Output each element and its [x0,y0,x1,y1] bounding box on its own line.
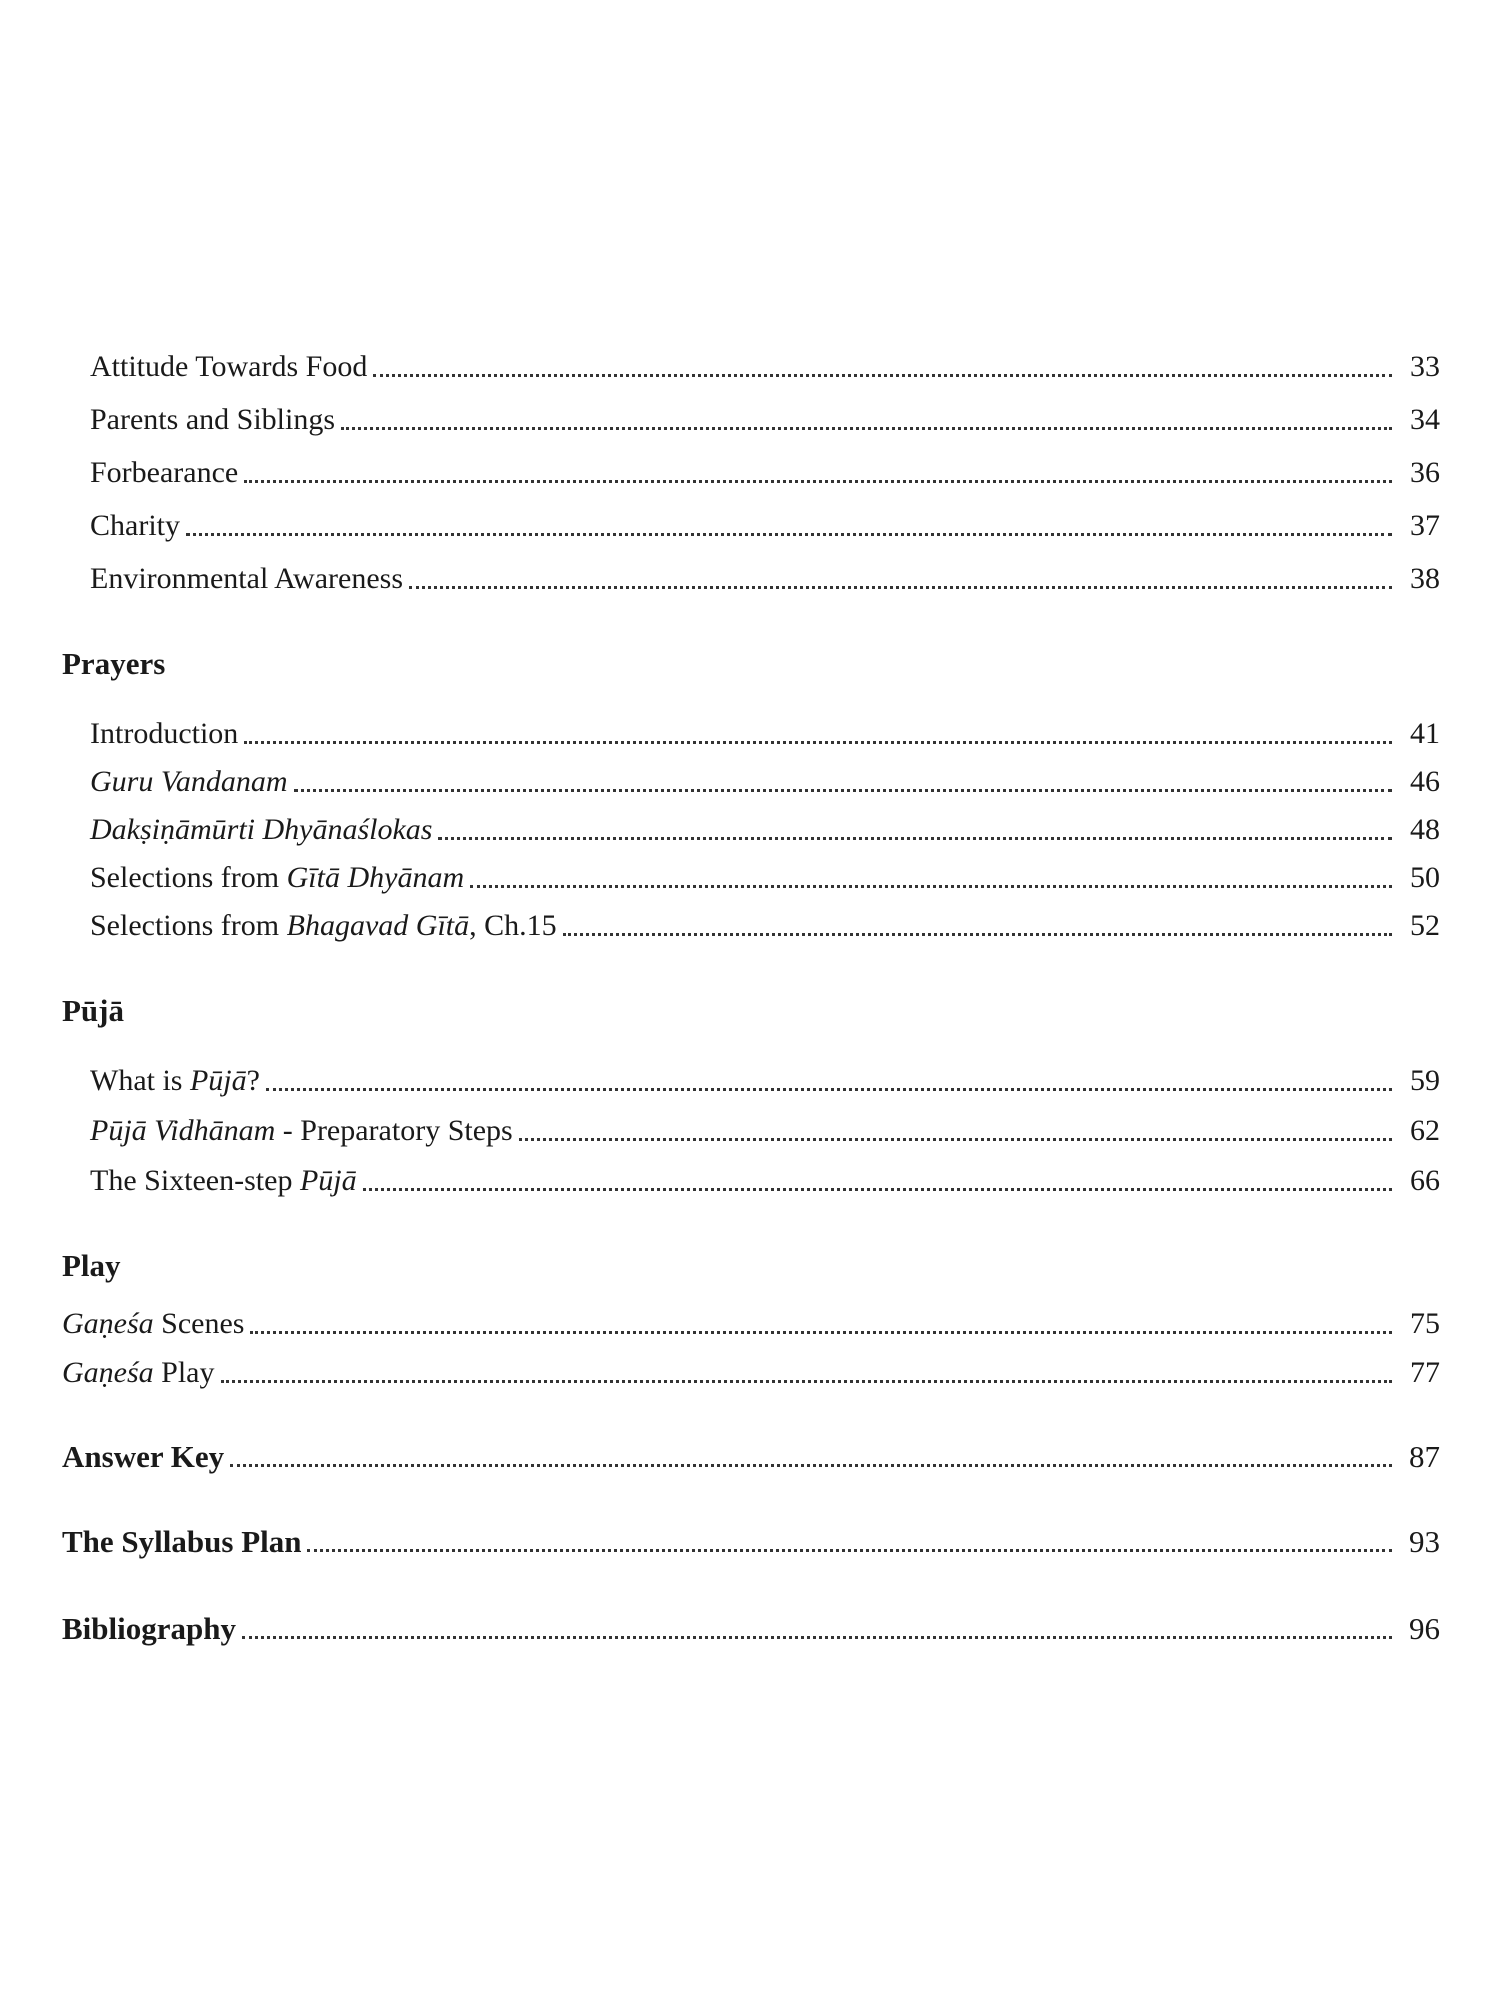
entry-title: Parents and Siblings [90,403,335,436]
page-number: 87 [1409,1439,1440,1474]
page-number: 96 [1409,1611,1440,1646]
toc-entry-bhagavad-gita[interactable] [90,897,1440,941]
toc-entry-puja-vidhanam[interactable] [90,1102,1440,1146]
section-heading-prayers: Prayers [62,646,166,681]
dot-leader [438,837,1392,840]
page-number: 59 [1410,1064,1440,1097]
toc-entry-introduction[interactable] [90,705,1440,749]
toc-entry-attitude-towards-food[interactable] [90,338,1440,382]
entry-title: Introduction [90,717,239,750]
dot-leader [470,885,1392,888]
entry-title: Answer Key [62,1439,225,1474]
page-number: 52 [1410,909,1440,942]
dot-leader [294,789,1392,792]
entry-title: Selections from Gītā Dhyānam [90,861,465,894]
entry-title: Guru Vandanam [90,765,288,798]
page-number: 50 [1410,861,1440,894]
page-number: 34 [1410,403,1440,436]
section-heading-play: Play [62,1248,121,1283]
dot-leader [266,1088,1392,1091]
page-number: 77 [1410,1356,1440,1389]
section-heading-puja: Pūjā [62,993,124,1028]
page-number: 38 [1410,562,1440,595]
toc-entry-what-is-puja[interactable] [90,1052,1440,1096]
toc-entry-dakshinamurti-dhyanaslokas[interactable] [90,801,1440,845]
toc-entry-ganesa-scenes[interactable] [62,1295,1440,1339]
dot-leader [341,427,1392,430]
toc-entry-syllabus-plan[interactable] [62,1513,1440,1557]
entry-title: Gaṇeśa Scenes [62,1307,245,1340]
dot-leader [250,1331,1392,1334]
toc-entry-forbearance[interactable] [90,444,1440,488]
entry-title: Bibliography [62,1611,236,1646]
dot-leader [244,741,1392,744]
entry-title: Attitude Towards Food [90,350,368,383]
entry-title: Dakṣiṇāmūrti Dhyānaślokas [90,813,433,846]
toc-entry-answer-key[interactable] [62,1428,1440,1472]
dot-leader [221,1380,1393,1383]
dot-leader [519,1138,1392,1141]
dot-leader [307,1549,1392,1552]
page-number: 75 [1410,1307,1440,1340]
page-number: 48 [1410,813,1440,846]
entry-title: Gaṇeśa Play [62,1356,215,1389]
entry-title: Pūjā Vidhānam - Preparatory Steps [90,1114,513,1147]
toc-entry-bibliography[interactable] [62,1600,1440,1644]
entry-title: Charity [90,509,180,542]
page-number: 37 [1410,509,1440,542]
entry-title: The Syllabus Plan [62,1524,302,1559]
entry-title: What is Pūjā? [90,1064,260,1097]
toc-entry-ganesa-play[interactable] [62,1344,1440,1388]
dot-leader [230,1464,1392,1467]
dot-leader [409,586,1392,589]
toc-entry-environmental-awareness[interactable] [90,550,1440,594]
entry-title: The Sixteen-step Pūjā [90,1164,357,1197]
page-number: 66 [1410,1164,1440,1197]
toc-entry-parents-and-siblings[interactable] [90,391,1440,435]
page-number: 33 [1410,350,1440,383]
dot-leader [244,480,1392,483]
page-number: 62 [1410,1114,1440,1147]
dot-leader [363,1188,1392,1191]
entry-title: Selections from Bhagavad Gītā, Ch.15 [90,909,557,942]
entry-title: Forbearance [90,456,239,489]
toc-entry-sixteen-step-puja[interactable] [90,1152,1440,1196]
page-number: 46 [1410,765,1440,798]
page-number: 41 [1410,717,1440,750]
toc-entry-charity[interactable] [90,497,1440,541]
page-number: 36 [1410,456,1440,489]
dot-leader [242,1636,1392,1639]
entry-title: Environmental Awareness [90,562,403,595]
dot-leader [373,374,1392,377]
toc-entry-guru-vandanam[interactable] [90,753,1440,797]
page-number: 93 [1409,1524,1440,1559]
dot-leader [563,933,1392,936]
toc-entry-gita-dhyanam[interactable] [90,849,1440,893]
dot-leader [186,533,1392,536]
